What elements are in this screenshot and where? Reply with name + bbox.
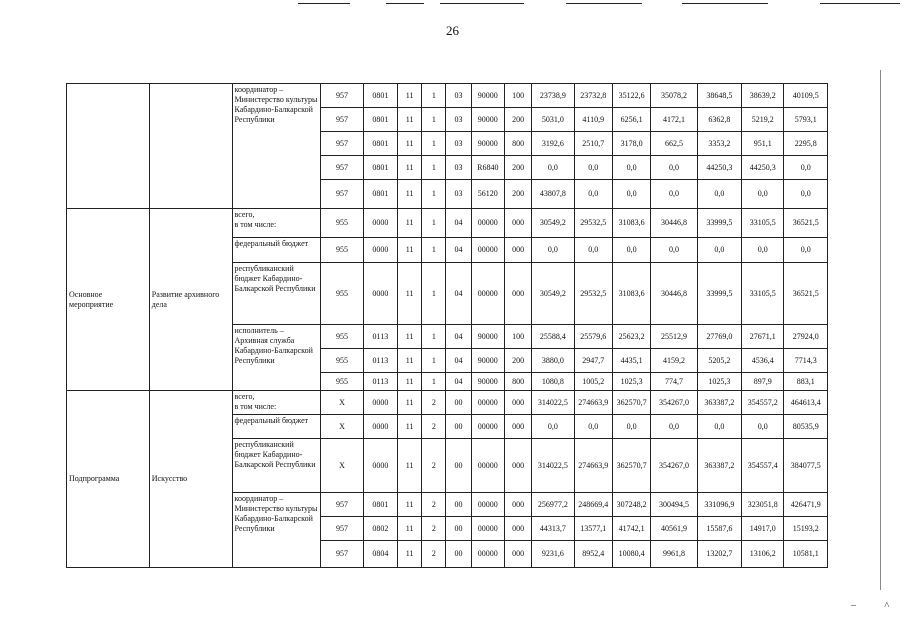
main-activity-cell: Подпрограмма xyxy=(67,391,150,568)
code-cell: 955 xyxy=(321,263,363,325)
amount-cell: 0,0 xyxy=(574,238,612,263)
amount-cell: 27924,0 xyxy=(784,325,828,349)
amount-cell: 883,1 xyxy=(784,373,828,391)
code-cell: 957 xyxy=(321,84,363,108)
code-cell: 00000 xyxy=(471,493,504,517)
page-number: 26 xyxy=(446,23,459,38)
amount-cell: 1025,3 xyxy=(697,373,741,391)
code-cell: 03 xyxy=(446,132,471,156)
amount-cell: 43807,8 xyxy=(532,180,574,209)
code-cell: 04 xyxy=(446,209,471,238)
code-cell: 2 xyxy=(422,391,446,415)
amount-cell: 36521,5 xyxy=(784,209,828,238)
code-cell: 0000 xyxy=(363,391,397,415)
code-cell: 957 xyxy=(321,493,363,517)
amount-cell: 31083,6 xyxy=(612,209,650,238)
amount-cell: 23738,9 xyxy=(532,84,574,108)
margin-mark: ˄ xyxy=(884,600,890,611)
code-cell: 1 xyxy=(422,325,446,349)
code-cell: 00000 xyxy=(471,209,504,238)
code-cell: 0801 xyxy=(363,84,397,108)
code-cell: 100 xyxy=(504,325,531,349)
amount-cell: 40561,9 xyxy=(651,517,697,541)
code-cell: 00 xyxy=(446,493,471,517)
code-cell: 0801 xyxy=(363,156,397,180)
amount-cell: 6362,8 xyxy=(697,108,741,132)
amount-cell: 0,0 xyxy=(742,238,784,263)
code-cell: 1 xyxy=(422,349,446,373)
code-cell: 1 xyxy=(422,108,446,132)
amount-cell: 0,0 xyxy=(574,415,612,439)
code-cell: 04 xyxy=(446,238,471,263)
amount-cell: 0,0 xyxy=(574,156,612,180)
code-cell: 957 xyxy=(321,108,363,132)
code-cell: 11 xyxy=(398,541,422,568)
amount-cell: 4172,1 xyxy=(651,108,697,132)
code-cell: 0802 xyxy=(363,517,397,541)
amount-cell: 10080,4 xyxy=(612,541,650,568)
main-activity-cell: Основное мероприятие xyxy=(67,209,150,391)
code-cell: 955 xyxy=(321,349,363,373)
code-cell: 03 xyxy=(446,108,471,132)
amount-cell: 30446,8 xyxy=(651,263,697,325)
amount-cell: 0,0 xyxy=(651,156,697,180)
amount-cell: 314022,5 xyxy=(532,439,574,493)
header-rule xyxy=(820,3,900,4)
code-cell: 11 xyxy=(398,84,422,108)
responsible-cell: исполнитель – Архивная служба Кабардино-Балкарской Республики xyxy=(232,325,321,391)
amount-cell: 13202,7 xyxy=(697,541,741,568)
code-cell: 200 xyxy=(504,108,531,132)
amount-cell: 41742,1 xyxy=(612,517,650,541)
amount-cell: 314022,5 xyxy=(532,391,574,415)
amount-cell: 33999,5 xyxy=(697,209,741,238)
amount-cell: 331096,9 xyxy=(697,493,741,517)
amount-cell: 362570,7 xyxy=(612,391,650,415)
code-cell: R6840 xyxy=(471,156,504,180)
amount-cell: 44250,3 xyxy=(742,156,784,180)
amount-cell: 13106,2 xyxy=(742,541,784,568)
code-cell: 957 xyxy=(321,156,363,180)
amount-cell: 0,0 xyxy=(651,238,697,263)
amount-cell: 0,0 xyxy=(697,238,741,263)
code-cell: 0801 xyxy=(363,132,397,156)
amount-cell: 2510,7 xyxy=(574,132,612,156)
amount-cell: 30446,8 xyxy=(651,209,697,238)
amount-cell: 951,1 xyxy=(742,132,784,156)
amount-cell: 36521,5 xyxy=(784,263,828,325)
code-cell: 00000 xyxy=(471,415,504,439)
code-cell: 11 xyxy=(398,209,422,238)
code-cell: 90000 xyxy=(471,84,504,108)
code-cell: 100 xyxy=(504,84,531,108)
responsible-cell: координатор – Министерство культуры Кабардино-Балкарской Республики xyxy=(232,493,321,568)
code-cell: 00 xyxy=(446,391,471,415)
amount-cell: 0,0 xyxy=(532,156,574,180)
code-cell: 11 xyxy=(398,108,422,132)
code-cell: 955 xyxy=(321,238,363,263)
code-cell: X xyxy=(321,415,363,439)
amount-cell: 44313,7 xyxy=(532,517,574,541)
amount-cell: 0,0 xyxy=(784,238,828,263)
code-cell: 0804 xyxy=(363,541,397,568)
code-cell: 0000 xyxy=(363,439,397,493)
code-cell: 000 xyxy=(504,263,531,325)
amount-cell: 9961,8 xyxy=(651,541,697,568)
amount-cell: 33999,5 xyxy=(697,263,741,325)
code-cell: 000 xyxy=(504,517,531,541)
code-cell: 2 xyxy=(422,415,446,439)
code-cell: 00 xyxy=(446,439,471,493)
amount-cell: 33105,5 xyxy=(742,209,784,238)
code-cell: 56120 xyxy=(471,180,504,209)
activity-name-cell: Развитие архивного дела xyxy=(149,209,232,391)
amount-cell: 0,0 xyxy=(742,415,784,439)
code-cell: 0113 xyxy=(363,325,397,349)
header-rule xyxy=(440,3,524,4)
amount-cell: 5219,2 xyxy=(742,108,784,132)
amount-cell: 1025,3 xyxy=(612,373,650,391)
code-cell: 04 xyxy=(446,349,471,373)
code-cell: 11 xyxy=(398,373,422,391)
code-cell: 90000 xyxy=(471,373,504,391)
code-cell: 000 xyxy=(504,238,531,263)
code-cell: 1 xyxy=(422,156,446,180)
code-cell: 1 xyxy=(422,132,446,156)
amount-cell: 30549,2 xyxy=(532,209,574,238)
margin-mark: – xyxy=(851,600,856,611)
code-cell: 0000 xyxy=(363,238,397,263)
amount-cell: 0,0 xyxy=(612,238,650,263)
header-rule xyxy=(298,3,350,4)
table-row xyxy=(67,84,828,108)
code-cell: 2 xyxy=(422,439,446,493)
amount-cell: 25588,4 xyxy=(532,325,574,349)
code-cell: 800 xyxy=(504,132,531,156)
amount-cell: 248669,4 xyxy=(574,493,612,517)
amount-cell: 40109,5 xyxy=(784,84,828,108)
amount-cell: 307248,2 xyxy=(612,493,650,517)
code-cell: 957 xyxy=(321,541,363,568)
code-cell: 11 xyxy=(398,180,422,209)
responsible-cell: федеральный бюджет xyxy=(232,238,321,263)
amount-cell: 0,0 xyxy=(612,415,650,439)
code-cell: 000 xyxy=(504,415,531,439)
amount-cell: 10581,1 xyxy=(784,541,828,568)
code-cell: 00000 xyxy=(471,517,504,541)
header-rule xyxy=(386,3,424,4)
amount-cell: 323051,8 xyxy=(742,493,784,517)
code-cell: X xyxy=(321,391,363,415)
code-cell: 1 xyxy=(422,84,446,108)
code-cell: 04 xyxy=(446,263,471,325)
amount-cell: 8952,4 xyxy=(574,541,612,568)
table-row xyxy=(67,209,828,238)
code-cell: 90000 xyxy=(471,349,504,373)
code-cell: 0000 xyxy=(363,209,397,238)
code-cell: 2 xyxy=(422,517,446,541)
code-cell: 00000 xyxy=(471,263,504,325)
amount-cell: 4435,1 xyxy=(612,349,650,373)
amount-cell: 3178,0 xyxy=(612,132,650,156)
amount-cell: 0,0 xyxy=(651,415,697,439)
amount-cell: 0,0 xyxy=(612,156,650,180)
code-cell: 11 xyxy=(398,391,422,415)
amount-cell: 4110,9 xyxy=(574,108,612,132)
code-cell: 00000 xyxy=(471,541,504,568)
code-cell: 1 xyxy=(422,373,446,391)
amount-cell: 774,7 xyxy=(651,373,697,391)
amount-cell: 25512,9 xyxy=(651,325,697,349)
amount-cell: 25579,6 xyxy=(574,325,612,349)
amount-cell: 354557,2 xyxy=(742,391,784,415)
amount-cell: 354557,4 xyxy=(742,439,784,493)
amount-cell: 29532,5 xyxy=(574,263,612,325)
code-cell: 03 xyxy=(446,180,471,209)
code-cell: 11 xyxy=(398,325,422,349)
code-cell: 00000 xyxy=(471,238,504,263)
amount-cell: 426471,9 xyxy=(784,493,828,517)
code-cell: 00 xyxy=(446,541,471,568)
amount-cell: 5205,2 xyxy=(697,349,741,373)
amount-cell: 362570,7 xyxy=(612,439,650,493)
code-cell: 03 xyxy=(446,156,471,180)
code-cell: 90000 xyxy=(471,108,504,132)
amount-cell: 354267,0 xyxy=(651,391,697,415)
amount-cell: 5793,1 xyxy=(784,108,828,132)
amount-cell: 7714,3 xyxy=(784,349,828,373)
amount-cell: 464613,4 xyxy=(784,391,828,415)
header-rule xyxy=(682,3,768,4)
header-rule xyxy=(566,3,642,4)
code-cell: 03 xyxy=(446,84,471,108)
budget-table xyxy=(66,83,828,568)
amount-cell: 384077,5 xyxy=(784,439,828,493)
code-cell: 955 xyxy=(321,373,363,391)
amount-cell: 256977,2 xyxy=(532,493,574,517)
code-cell: 955 xyxy=(321,209,363,238)
code-cell: 00 xyxy=(446,517,471,541)
amount-cell: 0,0 xyxy=(532,415,574,439)
code-cell: 11 xyxy=(398,493,422,517)
code-cell: 2 xyxy=(422,541,446,568)
amount-cell: 3353,2 xyxy=(697,132,741,156)
amount-cell: 300494,5 xyxy=(651,493,697,517)
code-cell: 11 xyxy=(398,132,422,156)
code-cell: 957 xyxy=(321,517,363,541)
code-cell: 000 xyxy=(504,391,531,415)
code-cell: 11 xyxy=(398,238,422,263)
code-cell: 11 xyxy=(398,263,422,325)
amount-cell: 5031,0 xyxy=(532,108,574,132)
amount-cell: 0,0 xyxy=(532,238,574,263)
code-cell: 00 xyxy=(446,415,471,439)
code-cell: 11 xyxy=(398,156,422,180)
amount-cell: 4536,4 xyxy=(742,349,784,373)
code-cell: X xyxy=(321,439,363,493)
amount-cell: 35078,2 xyxy=(651,84,697,108)
responsible-cell: республиканский бюджет Кабардино-Балкарской Республики xyxy=(232,263,321,325)
main-activity-cell xyxy=(67,84,150,209)
amount-cell: 35122,6 xyxy=(612,84,650,108)
code-cell: 800 xyxy=(504,373,531,391)
code-cell: 000 xyxy=(504,439,531,493)
code-cell: 955 xyxy=(321,325,363,349)
amount-cell: 0,0 xyxy=(697,415,741,439)
amount-cell: 897,9 xyxy=(742,373,784,391)
amount-cell: 4159,2 xyxy=(651,349,697,373)
code-cell: 0000 xyxy=(363,415,397,439)
page-edge-line xyxy=(880,70,881,590)
responsible-cell: федеральный бюджет xyxy=(232,415,321,439)
amount-cell: 6256,1 xyxy=(612,108,650,132)
amount-cell: 30549,2 xyxy=(532,263,574,325)
amount-cell: 0,0 xyxy=(612,180,650,209)
amount-cell: 0,0 xyxy=(742,180,784,209)
code-cell: 000 xyxy=(504,493,531,517)
responsible-cell: координатор – Министерство культуры Кабардино-Балкарской Республики xyxy=(232,84,321,209)
code-cell: 0801 xyxy=(363,108,397,132)
code-cell: 11 xyxy=(398,415,422,439)
code-cell: 11 xyxy=(398,349,422,373)
amount-cell: 0,0 xyxy=(784,180,828,209)
amount-cell: 14917,0 xyxy=(742,517,784,541)
code-cell: 00000 xyxy=(471,391,504,415)
amount-cell: 3192,6 xyxy=(532,132,574,156)
amount-cell: 1080,8 xyxy=(532,373,574,391)
amount-cell: 274663,9 xyxy=(574,391,612,415)
amount-cell: 31083,6 xyxy=(612,263,650,325)
code-cell: 0801 xyxy=(363,180,397,209)
amount-cell: 15193,2 xyxy=(784,517,828,541)
code-cell: 200 xyxy=(504,156,531,180)
code-cell: 2 xyxy=(422,493,446,517)
code-cell: 957 xyxy=(321,132,363,156)
amount-cell: 2947,7 xyxy=(574,349,612,373)
responsible-cell: республиканский бюджет Кабардино-Балкарской Республики xyxy=(232,439,321,493)
code-cell: 000 xyxy=(504,541,531,568)
code-cell: 11 xyxy=(398,517,422,541)
code-cell: 957 xyxy=(321,180,363,209)
amount-cell: 363387,2 xyxy=(697,439,741,493)
code-cell: 90000 xyxy=(471,132,504,156)
amount-cell: 274663,9 xyxy=(574,439,612,493)
amount-cell: 25623,2 xyxy=(612,325,650,349)
amount-cell: 33105,5 xyxy=(742,263,784,325)
code-cell: 0801 xyxy=(363,493,397,517)
code-cell: 11 xyxy=(398,439,422,493)
code-cell: 1 xyxy=(422,209,446,238)
amount-cell: 44250,3 xyxy=(697,156,741,180)
code-cell: 200 xyxy=(504,180,531,209)
code-cell: 0000 xyxy=(363,263,397,325)
amount-cell: 3880,0 xyxy=(532,349,574,373)
amount-cell: 0,0 xyxy=(784,156,828,180)
code-cell: 000 xyxy=(504,209,531,238)
amount-cell: 354267,0 xyxy=(651,439,697,493)
amount-cell: 2295,8 xyxy=(784,132,828,156)
activity-name-cell: Искусство xyxy=(149,391,232,568)
amount-cell: 80535,9 xyxy=(784,415,828,439)
amount-cell: 15587,6 xyxy=(697,517,741,541)
amount-cell: 13577,1 xyxy=(574,517,612,541)
code-cell: 1 xyxy=(422,180,446,209)
amount-cell: 27769,0 xyxy=(697,325,741,349)
amount-cell: 0,0 xyxy=(574,180,612,209)
amount-cell: 23732,8 xyxy=(574,84,612,108)
code-cell: 1 xyxy=(422,263,446,325)
amount-cell: 27671,1 xyxy=(742,325,784,349)
code-cell: 0113 xyxy=(363,373,397,391)
code-cell: 00000 xyxy=(471,439,504,493)
amount-cell: 1005,2 xyxy=(574,373,612,391)
code-cell: 04 xyxy=(446,325,471,349)
code-cell: 1 xyxy=(422,238,446,263)
amount-cell: 363387,2 xyxy=(697,391,741,415)
code-cell: 200 xyxy=(504,349,531,373)
table-row xyxy=(67,391,828,415)
code-cell: 90000 xyxy=(471,325,504,349)
code-cell: 0113 xyxy=(363,349,397,373)
amount-cell: 0,0 xyxy=(651,180,697,209)
amount-cell: 0,0 xyxy=(697,180,741,209)
responsible-cell: всего, в том числе: xyxy=(232,391,321,415)
amount-cell: 29532,5 xyxy=(574,209,612,238)
amount-cell: 9231,6 xyxy=(532,541,574,568)
responsible-cell: всего, в том числе: xyxy=(232,209,321,238)
activity-name-cell xyxy=(149,84,232,209)
amount-cell: 38648,5 xyxy=(697,84,741,108)
code-cell: 04 xyxy=(446,373,471,391)
amount-cell: 662,5 xyxy=(651,132,697,156)
amount-cell: 38639,2 xyxy=(742,84,784,108)
